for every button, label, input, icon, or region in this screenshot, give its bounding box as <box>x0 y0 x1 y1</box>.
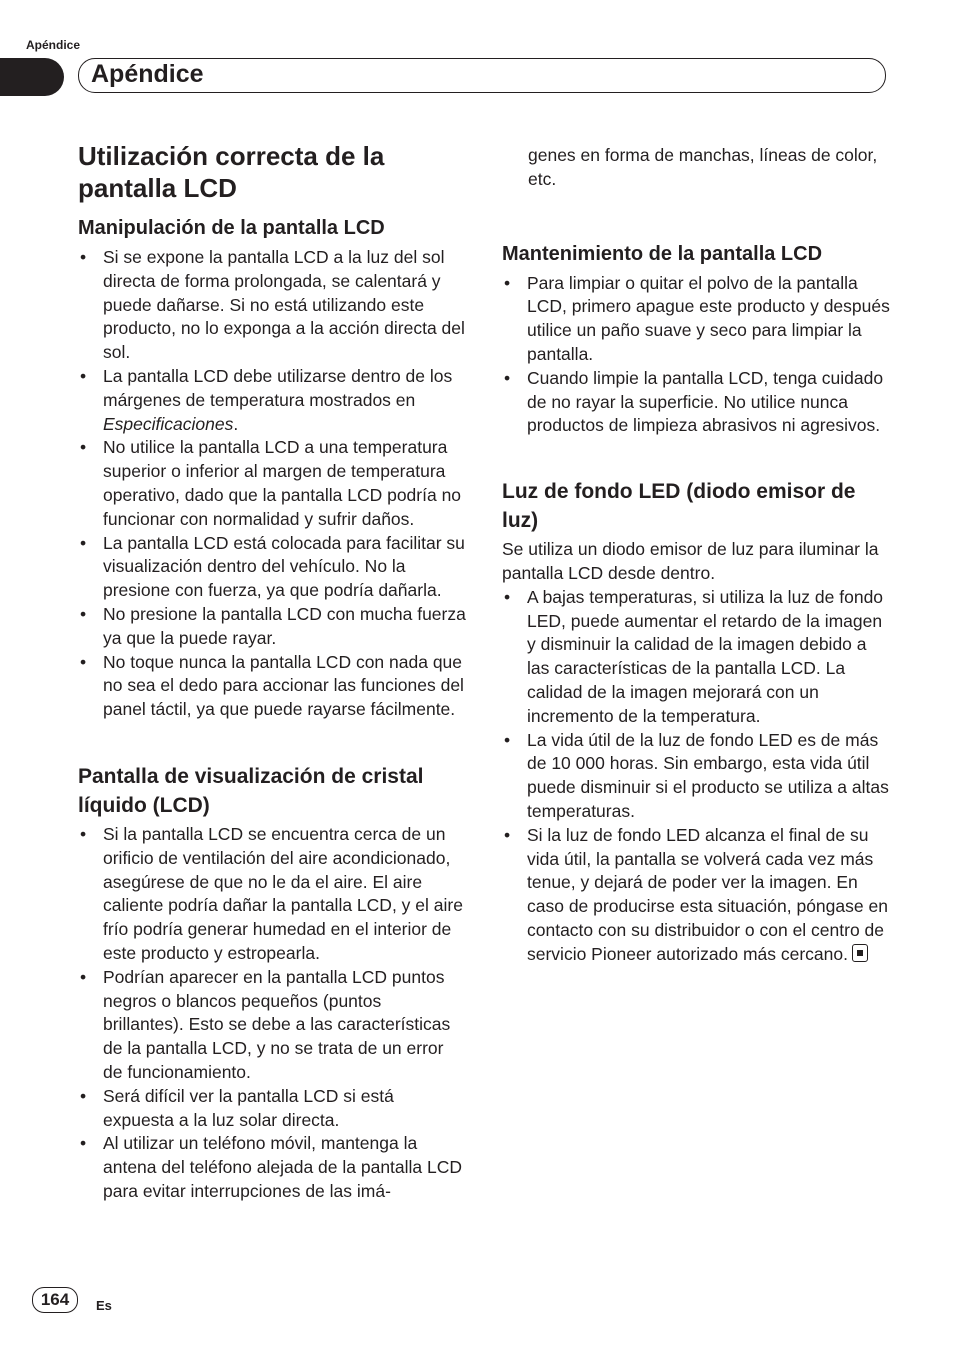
list-item: • La vida útil de la luz de fondo LED es de más de 10 000 horas. Sin embargo, esta vida útil puede disminuir si el producto se utiliza a altas temperaturas. <box>502 729 890 824</box>
list-item: • A bajas temperaturas, si utiliza la luz de fondo LED, puede aumentar el retardo de la imagen y disminuir la calidad de la imagen debido a las características de la pantalla LCD. La calidad de la imagen mejorará con un incremento de la temperatura. <box>502 586 890 729</box>
list-item <box>78 365 466 436</box>
page-title: Utilización correcta de la pantalla LCD <box>78 141 385 203</box>
list-item: • No presione la pantalla LCD con mucha fuerza ya que la puede rayar. <box>78 603 466 651</box>
list-pantalla-visualizacion <box>78 823 466 1204</box>
list-item <box>502 824 890 967</box>
list-item: • Cuando limpie la pantalla LCD, tenga cuidado de no rayar la superficie. No utilice nunca productos de limpieza abrasivos ni agresivos. <box>502 367 890 438</box>
list-item: • La pantalla LCD está colocada para facilitar su visualización dentro del vehículo. No la presione con fuerza, ya que podría dañarla. <box>78 532 466 603</box>
list-item: • Si se expone la pantalla LCD a la luz del sol directa de forma prolongada, se calentará y puede dañarse. Si no está utilizando este producto, no lo exponga a la acción directa del sol. <box>78 246 466 365</box>
list-item: • Al utilizar un teléfono móvil, mantenga la antena del teléfono alejada de la pantalla LCD para evitar interrupciones de las imá- <box>78 1132 466 1203</box>
left-column <box>78 140 466 1204</box>
section-header-bar <box>78 58 886 93</box>
heading-luz-fondo-led: Luz de fondo LED (diodo emisor de luz) <box>502 480 856 533</box>
section-title: Apéndice <box>91 60 204 88</box>
list-mantenimiento <box>502 272 890 439</box>
running-head: Apéndice <box>26 38 81 52</box>
language-code: Es <box>96 1298 112 1313</box>
page-number: 164 <box>32 1287 78 1313</box>
section-tab-marker <box>0 58 64 96</box>
list-item: • Podrían aparecer en la pantalla LCD puntos negros o blancos pequeños (puntos brillantes). Esto se debe a las características de la pantalla LCD, y no se trata de un error de funcionamiento. <box>78 966 466 1085</box>
list-item: • Será difícil ver la pantalla LCD si está expuesta a la luz solar directa. <box>78 1085 466 1133</box>
list-item: • No utilice la pantalla LCD a una temperatura superior o inferior al margen de temperatura operativo, dado que la pantalla LCD podría no funcionar con normalidad y sufrir daños. <box>78 436 466 531</box>
list-item-text: Si la luz de fondo LED alcanza el final de su vida útil, la pantalla se volverá cada vez más tenue, y dejará de poder ver la imagen. En caso de producirse esta situación, póngase en contacto con su distribuidor o con el centro de servicio Pioneer autorizado más cercano. <box>527 824 888 964</box>
list-manipulacion <box>78 246 466 722</box>
right-column <box>502 140 890 967</box>
list-item: • Para limpiar o quitar el polvo de la pantalla LCD, primero apague este producto y después utilice un paño suave y seco para limpiar la pantalla. <box>502 272 890 367</box>
heading-pantalla-visualizacion: Pantalla de visualización de cristal líquido (LCD) <box>78 764 424 817</box>
list-luz-fondo-led <box>502 586 890 967</box>
intro-text: Se utiliza un diodo emisor de luz para iluminar la pantalla LCD desde dentro. <box>502 539 879 583</box>
heading-mantenimiento: Mantenimiento de la pantalla LCD <box>502 242 823 265</box>
heading-manipulacion: Manipulación de la pantalla LCD <box>78 217 385 239</box>
reference-link[interactable]: Especificaciones <box>103 413 234 434</box>
end-of-section-icon <box>852 944 868 962</box>
list-item-text: La pantalla LCD debe utilizarse dentro de los márgenes de temperatura mostrados en <box>103 365 453 410</box>
continued-text: genes en forma de manchas, líneas de color, etc. <box>528 145 878 189</box>
list-item-end: . <box>233 413 239 434</box>
list-item: • No toque nunca la pantalla LCD con nada que no sea el dedo para accionar las funciones del panel táctil, ya que puede rayarse fácilmente. <box>78 651 466 722</box>
list-item: • Si la pantalla LCD se encuentra cerca de un orificio de ventilación del aire acondicionado, asegúrese de que no le da el aire. El aire caliente podría dañar la pantalla LCD, y el aire frío podría generar humedad en el interior de este producto y estropearla. <box>78 823 466 966</box>
